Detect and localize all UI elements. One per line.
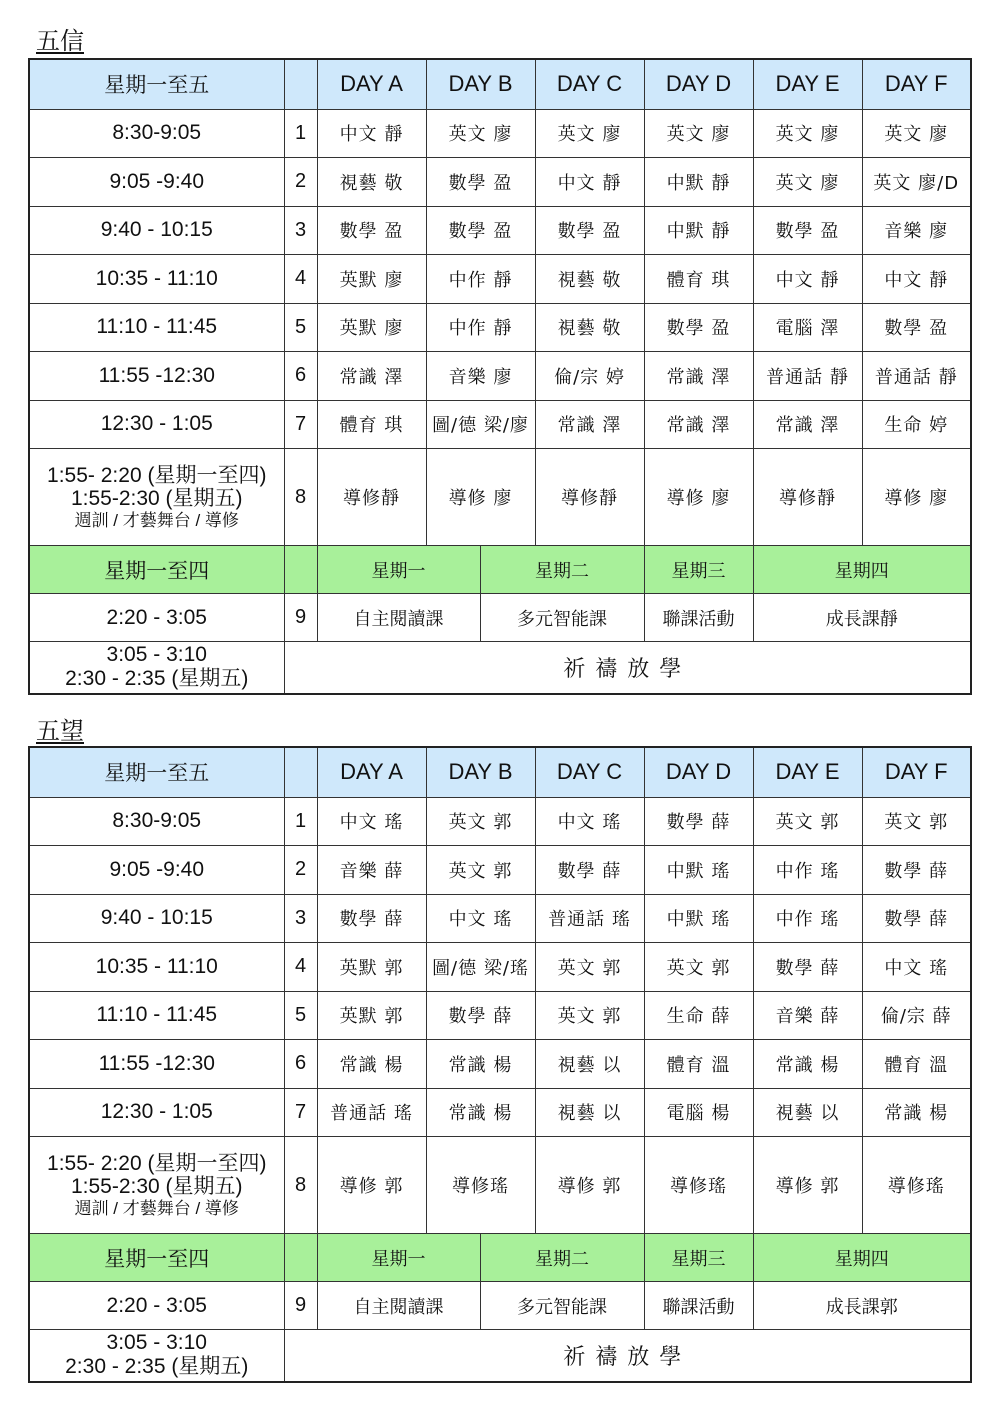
time-cell (29, 1330, 284, 1382)
lesson-cell: 體育 琪 (644, 255, 753, 304)
lesson-cell: 視藝 敬 (535, 255, 644, 304)
day-header: DAY C (535, 747, 644, 797)
lesson-cell: 英文 郭 (753, 797, 862, 846)
day-header: DAY C (535, 59, 644, 109)
lesson-cell: 中文 瑤 (862, 943, 971, 992)
period-row (29, 303, 971, 352)
lesson-cell: 中作 瑤 (753, 894, 862, 943)
time-cell: 2:20 - 3:05 (29, 1282, 284, 1330)
lesson-cell: 數學 薛 (862, 846, 971, 895)
lesson-cell: 中文 靜 (753, 255, 862, 304)
period-number: 9 (284, 594, 317, 642)
lesson-cell: 生命 薛 (644, 991, 753, 1040)
lesson-cell: 英文 廖 (426, 109, 535, 158)
lesson-cell: 數學 薛 (644, 797, 753, 846)
activity-cell: 自主閱讀課 (317, 594, 480, 642)
lesson-cell: 常識 楊 (862, 1088, 971, 1137)
lesson-cell: 視藝 以 (753, 1088, 862, 1137)
lesson-cell: 中作 瑤 (753, 846, 862, 895)
section-title: 五望 (36, 717, 84, 745)
period-number: 8 (284, 449, 317, 546)
lesson-cell: 導修 郭 (753, 1137, 862, 1234)
period-number: 2 (284, 846, 317, 895)
time-line: 2:30 - 2:35 (星期五) (65, 1355, 249, 1379)
lesson-cell: 英文 廖/D (862, 158, 971, 207)
activity-cell: 成長課靜 (753, 594, 971, 642)
lesson-cell: 數學 盈 (535, 206, 644, 255)
lesson-cell: 數學 薛 (317, 894, 426, 943)
lesson-cell: 常識 澤 (644, 400, 753, 449)
lesson-cell: 中文 瑤 (535, 797, 644, 846)
period-row (29, 943, 971, 992)
period-number: 3 (284, 894, 317, 943)
period-row (29, 797, 971, 846)
timetable (28, 58, 972, 695)
dismissal-cell: 祈禱放學 (284, 1330, 971, 1382)
day-header: DAY A (317, 59, 426, 109)
lesson-cell: 英默 郭 (317, 991, 426, 1040)
period-number: 5 (284, 303, 317, 352)
dismissal-row (29, 1330, 971, 1382)
activity-cell: 聯課活動 (644, 1282, 753, 1330)
weekday-header: 星期四 (753, 546, 971, 594)
lesson-cell: 英文 郭 (862, 797, 971, 846)
lesson-cell: 英文 廖 (535, 109, 644, 158)
period-row (29, 109, 971, 158)
time-line: 2:30 - 2:35 (星期五) (65, 667, 249, 691)
lesson-cell: 視藝 敬 (535, 303, 644, 352)
lesson-cell: 導修 廖 (426, 449, 535, 546)
period-number: 3 (284, 206, 317, 255)
time-line: 1:55-2:30 (星期五) (70, 1174, 243, 1198)
day-header: DAY F (862, 59, 971, 109)
time-cell: 9:05 -9:40 (29, 846, 284, 895)
period-number: 4 (284, 943, 317, 992)
lesson-cell: 體育 溫 (644, 1040, 753, 1089)
lesson-cell: 常識 澤 (644, 352, 753, 401)
lesson-cell: 常識 楊 (426, 1088, 535, 1137)
lesson-cell: 體育 溫 (862, 1040, 971, 1089)
lesson-cell: 圖/德 梁/瑤 (426, 943, 535, 992)
period-header (284, 1234, 317, 1282)
lesson-cell: 中文 瑤 (317, 797, 426, 846)
period-row-9 (29, 594, 971, 642)
lesson-cell: 英文 廖 (753, 109, 862, 158)
period-number: 6 (284, 352, 317, 401)
lesson-cell: 中默 瑤 (644, 894, 753, 943)
day-header: DAY D (644, 59, 753, 109)
period-row (29, 894, 971, 943)
lesson-cell: 英文 郭 (426, 846, 535, 895)
lesson-cell: 導修靜 (535, 449, 644, 546)
lesson-cell: 數學 盈 (426, 158, 535, 207)
day-header: DAY B (426, 59, 535, 109)
lesson-cell: 中作 靜 (426, 255, 535, 304)
time-line: 3:05 - 3:10 (106, 1331, 207, 1355)
time-cell: 12:30 - 1:05 (29, 400, 284, 449)
weekday-header: 星期一 (317, 1234, 480, 1282)
period-number: 7 (284, 400, 317, 449)
time-line: 1:55-2:30 (星期五) (70, 486, 243, 510)
weekday-header: 星期二 (480, 1234, 644, 1282)
activity-cell: 多元智能課 (480, 594, 644, 642)
activity-cell: 多元智能課 (480, 1282, 644, 1330)
time-cell: 11:10 - 11:45 (29, 303, 284, 352)
period-number: 9 (284, 1282, 317, 1330)
time-cell: 9:05 -9:40 (29, 158, 284, 207)
lesson-cell: 導修 廖 (644, 449, 753, 546)
days-label: 星期一至五 (29, 59, 284, 109)
period-header (284, 59, 317, 109)
time-cell (29, 449, 284, 546)
time-cell: 10:35 - 11:10 (29, 255, 284, 304)
days-label: 星期一至五 (29, 747, 284, 797)
period-row (29, 206, 971, 255)
lesson-cell: 生命 婷 (862, 400, 971, 449)
lesson-cell: 音樂 廖 (426, 352, 535, 401)
lesson-cell: 普通話 靜 (862, 352, 971, 401)
activity-cell: 成長課郭 (753, 1282, 971, 1330)
period-row-8 (29, 1137, 971, 1234)
lesson-cell: 中文 靜 (317, 109, 426, 158)
period-row (29, 1088, 971, 1137)
period-number: 5 (284, 991, 317, 1040)
lesson-cell: 普通話 瑤 (317, 1088, 426, 1137)
weekday-header: 星期四 (753, 1234, 971, 1282)
header-row (29, 747, 971, 797)
period-row-8 (29, 449, 971, 546)
dismissal-cell: 祈禱放學 (284, 642, 971, 694)
period-row (29, 158, 971, 207)
timetable (28, 746, 972, 1383)
lesson-cell: 英文 廖 (862, 109, 971, 158)
period-number: 4 (284, 255, 317, 304)
lesson-cell: 常識 澤 (317, 352, 426, 401)
lesson-cell: 英文 廖 (753, 158, 862, 207)
lesson-cell: 音樂 廖 (862, 206, 971, 255)
lesson-cell: 體育 琪 (317, 400, 426, 449)
time-cell: 8:30-9:05 (29, 109, 284, 158)
day-header: DAY E (753, 747, 862, 797)
lesson-cell: 數學 盈 (317, 206, 426, 255)
lesson-cell: 英文 郭 (535, 943, 644, 992)
lesson-cell: 英文 郭 (426, 797, 535, 846)
day-header: DAY A (317, 747, 426, 797)
lesson-cell: 數學 薛 (862, 894, 971, 943)
lesson-cell: 中文 靜 (535, 158, 644, 207)
header-row (29, 59, 971, 109)
period-row (29, 255, 971, 304)
weekday-header-row (29, 546, 971, 594)
lesson-cell: 視藝 以 (535, 1088, 644, 1137)
lesson-cell: 數學 薛 (753, 943, 862, 992)
lesson-cell: 導修瑤 (644, 1137, 753, 1234)
lesson-cell: 電腦 澤 (753, 303, 862, 352)
period-number: 8 (284, 1137, 317, 1234)
lesson-cell: 數學 盈 (753, 206, 862, 255)
lesson-cell: 普通話 靜 (753, 352, 862, 401)
weekday-header: 星期一 (317, 546, 480, 594)
day-header: DAY F (862, 747, 971, 797)
lesson-cell: 數學 薛 (426, 991, 535, 1040)
period-header (284, 546, 317, 594)
lesson-cell: 中默 靜 (644, 158, 753, 207)
time-line: 1:55- 2:20 (星期一至四) (47, 463, 267, 487)
time-cell: 9:40 - 10:15 (29, 206, 284, 255)
time-note: 週訓 / 才藝舞台 / 導修 (74, 510, 239, 530)
weekday-header: 星期三 (644, 1234, 753, 1282)
lesson-cell: 中默 瑤 (644, 846, 753, 895)
lesson-cell: 導修瑤 (862, 1137, 971, 1234)
lesson-cell: 電腦 楊 (644, 1088, 753, 1137)
lesson-cell: 常識 楊 (753, 1040, 862, 1089)
lesson-cell: 數學 薛 (535, 846, 644, 895)
lesson-cell: 導修瑤 (426, 1137, 535, 1234)
period-header (284, 747, 317, 797)
lesson-cell: 英默 廖 (317, 255, 426, 304)
lesson-cell: 數學 盈 (426, 206, 535, 255)
day-header: DAY D (644, 747, 753, 797)
weekday-label: 星期一至四 (29, 546, 284, 594)
lesson-cell: 常識 楊 (317, 1040, 426, 1089)
weekday-header-row (29, 1234, 971, 1282)
lesson-cell: 數學 盈 (862, 303, 971, 352)
lesson-cell: 圖/德 梁/廖 (426, 400, 535, 449)
period-number: 1 (284, 797, 317, 846)
day-header: DAY B (426, 747, 535, 797)
lesson-cell: 英文 廖 (644, 109, 753, 158)
lesson-cell: 常識 澤 (535, 400, 644, 449)
period-number: 7 (284, 1088, 317, 1137)
activity-cell: 自主閱讀課 (317, 1282, 480, 1330)
lesson-cell: 英默 廖 (317, 303, 426, 352)
lesson-cell: 英默 郭 (317, 943, 426, 992)
period-row (29, 352, 971, 401)
section-title: 五信 (36, 27, 84, 55)
time-cell: 11:10 - 11:45 (29, 991, 284, 1040)
lesson-cell: 倫/宗 婷 (535, 352, 644, 401)
period-row (29, 991, 971, 1040)
period-row (29, 1040, 971, 1089)
lesson-cell: 英文 郭 (644, 943, 753, 992)
lesson-cell: 視藝 以 (535, 1040, 644, 1089)
time-line: 3:05 - 3:10 (106, 643, 207, 667)
lesson-cell: 音樂 薛 (317, 846, 426, 895)
lesson-cell: 普通話 瑤 (535, 894, 644, 943)
lesson-cell: 導修 廖 (862, 449, 971, 546)
time-cell (29, 642, 284, 694)
lesson-cell: 導修靜 (753, 449, 862, 546)
dismissal-row (29, 642, 971, 694)
lesson-cell: 中文 靜 (862, 255, 971, 304)
period-number: 6 (284, 1040, 317, 1089)
lesson-cell: 英文 郭 (535, 991, 644, 1040)
lesson-cell: 數學 盈 (644, 303, 753, 352)
time-cell (29, 1137, 284, 1234)
time-cell: 10:35 - 11:10 (29, 943, 284, 992)
time-cell: 8:30-9:05 (29, 797, 284, 846)
lesson-cell: 視藝 敬 (317, 158, 426, 207)
lesson-cell: 常識 澤 (753, 400, 862, 449)
lesson-cell: 常識 楊 (426, 1040, 535, 1089)
time-cell: 2:20 - 3:05 (29, 594, 284, 642)
lesson-cell: 中作 靜 (426, 303, 535, 352)
time-cell: 11:55 -12:30 (29, 1040, 284, 1089)
lesson-cell: 音樂 薛 (753, 991, 862, 1040)
time-cell: 11:55 -12:30 (29, 352, 284, 401)
time-line: 1:55- 2:20 (星期一至四) (47, 1151, 267, 1175)
lesson-cell: 導修 郭 (535, 1137, 644, 1234)
period-number: 1 (284, 109, 317, 158)
activity-cell: 聯課活動 (644, 594, 753, 642)
lesson-cell: 中默 靜 (644, 206, 753, 255)
period-row (29, 400, 971, 449)
lesson-cell: 倫/宗 薛 (862, 991, 971, 1040)
period-row (29, 846, 971, 895)
weekday-header: 星期三 (644, 546, 753, 594)
lesson-cell: 中文 瑤 (426, 894, 535, 943)
weekday-header: 星期二 (480, 546, 644, 594)
lesson-cell: 導修 郭 (317, 1137, 426, 1234)
period-number: 2 (284, 158, 317, 207)
lesson-cell: 導修靜 (317, 449, 426, 546)
time-note: 週訓 / 才藝舞台 / 導修 (74, 1198, 239, 1218)
day-header: DAY E (753, 59, 862, 109)
time-cell: 9:40 - 10:15 (29, 894, 284, 943)
period-row-9 (29, 1282, 971, 1330)
time-cell: 12:30 - 1:05 (29, 1088, 284, 1137)
weekday-label: 星期一至四 (29, 1234, 284, 1282)
